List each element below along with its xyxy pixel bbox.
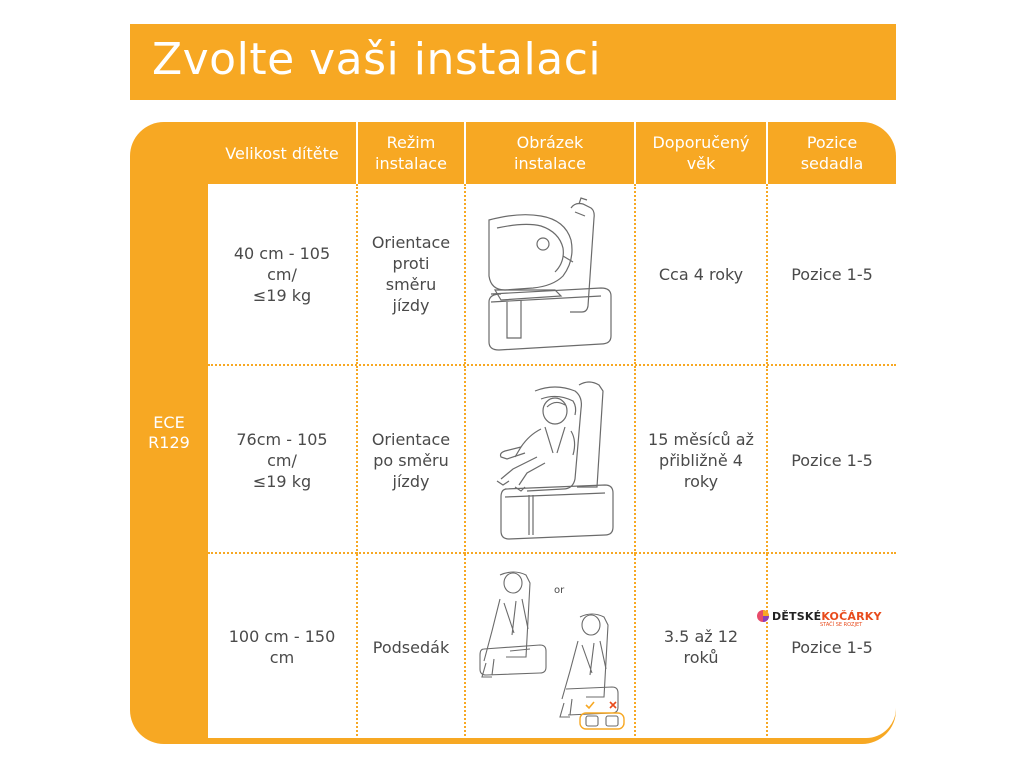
age-value: Cca 4 roky xyxy=(658,264,744,284)
header-mode xyxy=(358,122,466,184)
standard-label-line2: R129 xyxy=(148,433,190,452)
header-position-line1: Pozice xyxy=(806,133,858,152)
mode-line1: Orientace xyxy=(371,429,451,449)
position-value: Pozice 1-5 xyxy=(791,264,873,284)
table-row xyxy=(208,364,896,554)
size-line1: 100 cm - 150 xyxy=(228,627,336,646)
table-row xyxy=(208,184,896,364)
header-position xyxy=(768,122,896,184)
header-image xyxy=(466,122,636,184)
header-size-label: Velikost dítěte xyxy=(225,143,339,163)
logo-mark-icon xyxy=(756,609,770,623)
logo-part1: DĚTSKÉ xyxy=(772,609,822,623)
size-cell xyxy=(208,366,358,554)
header-size xyxy=(208,122,358,184)
header-age-line1: Doporučený xyxy=(652,133,750,152)
image-cell xyxy=(466,554,636,740)
table-row xyxy=(208,552,896,740)
age-cell xyxy=(636,184,768,364)
logo-part2: KOČÁRKY xyxy=(821,609,882,623)
size-line3: ≤19 kg xyxy=(252,285,312,305)
size-line2: cm xyxy=(269,648,295,667)
title-banner xyxy=(130,24,896,100)
forward-facing-seat-illustration xyxy=(475,377,625,543)
header-age xyxy=(636,122,768,184)
header-mode-line1: Režim xyxy=(386,133,436,152)
age-line2: přibližně 4 xyxy=(659,450,743,470)
size-cell xyxy=(208,554,358,740)
mode-line3: směru xyxy=(385,275,437,294)
logo-tagline: STAČÍ SE ROZJET xyxy=(820,622,863,628)
position-cell xyxy=(768,554,896,740)
mode-cell xyxy=(358,366,466,554)
mode-cell xyxy=(358,184,466,364)
or-label: or xyxy=(554,585,565,596)
position-cell xyxy=(768,366,896,554)
age-cell xyxy=(636,554,768,740)
age-line1: 15 měsíců až xyxy=(648,429,754,449)
page-title: Zvolte vaši instalaci xyxy=(152,34,602,85)
standard-label xyxy=(130,122,208,744)
age-line2: roků xyxy=(683,648,719,667)
rear-facing-seat-illustration xyxy=(475,194,625,354)
age-line1: 3.5 až 12 xyxy=(663,627,739,646)
mode-cell xyxy=(358,554,466,740)
table-body xyxy=(208,184,896,738)
table-header xyxy=(208,122,896,184)
age-cell xyxy=(636,366,768,554)
size-line3: ≤19 kg xyxy=(252,471,312,491)
header-position-line2: sedadla xyxy=(800,154,864,173)
header-mode-line2: instalace xyxy=(375,154,447,173)
position-value: Pozice 1-5 xyxy=(791,637,873,657)
brand-logo xyxy=(756,605,882,627)
booster-seat-illustration xyxy=(470,559,630,735)
mode-value: Podsedák xyxy=(372,637,450,657)
size-line2: cm/ xyxy=(267,450,297,470)
size-cell xyxy=(208,184,358,364)
mode-line2: po směru xyxy=(373,450,449,470)
position-value: Pozice 1-5 xyxy=(791,450,873,470)
image-cell xyxy=(466,366,636,554)
image-cell xyxy=(466,184,636,364)
installation-table xyxy=(130,122,896,744)
size-line1: 40 cm - 105 xyxy=(233,243,331,263)
header-age-line2: věk xyxy=(686,154,716,173)
mode-line3: jízdy xyxy=(392,471,430,491)
header-image-line2: instalace xyxy=(514,154,586,173)
age-line3: roky xyxy=(683,471,719,491)
position-cell xyxy=(768,184,896,364)
mode-line1: Orientace xyxy=(371,233,451,252)
standard-label-line1: ECE xyxy=(153,413,185,432)
header-image-line1: Obrázek xyxy=(516,133,584,152)
mode-line2: proti xyxy=(392,254,430,273)
size-line1: 76cm - 105 xyxy=(236,429,328,449)
mode-line4: jízdy xyxy=(392,296,430,315)
size-line2: cm/ xyxy=(267,264,297,284)
